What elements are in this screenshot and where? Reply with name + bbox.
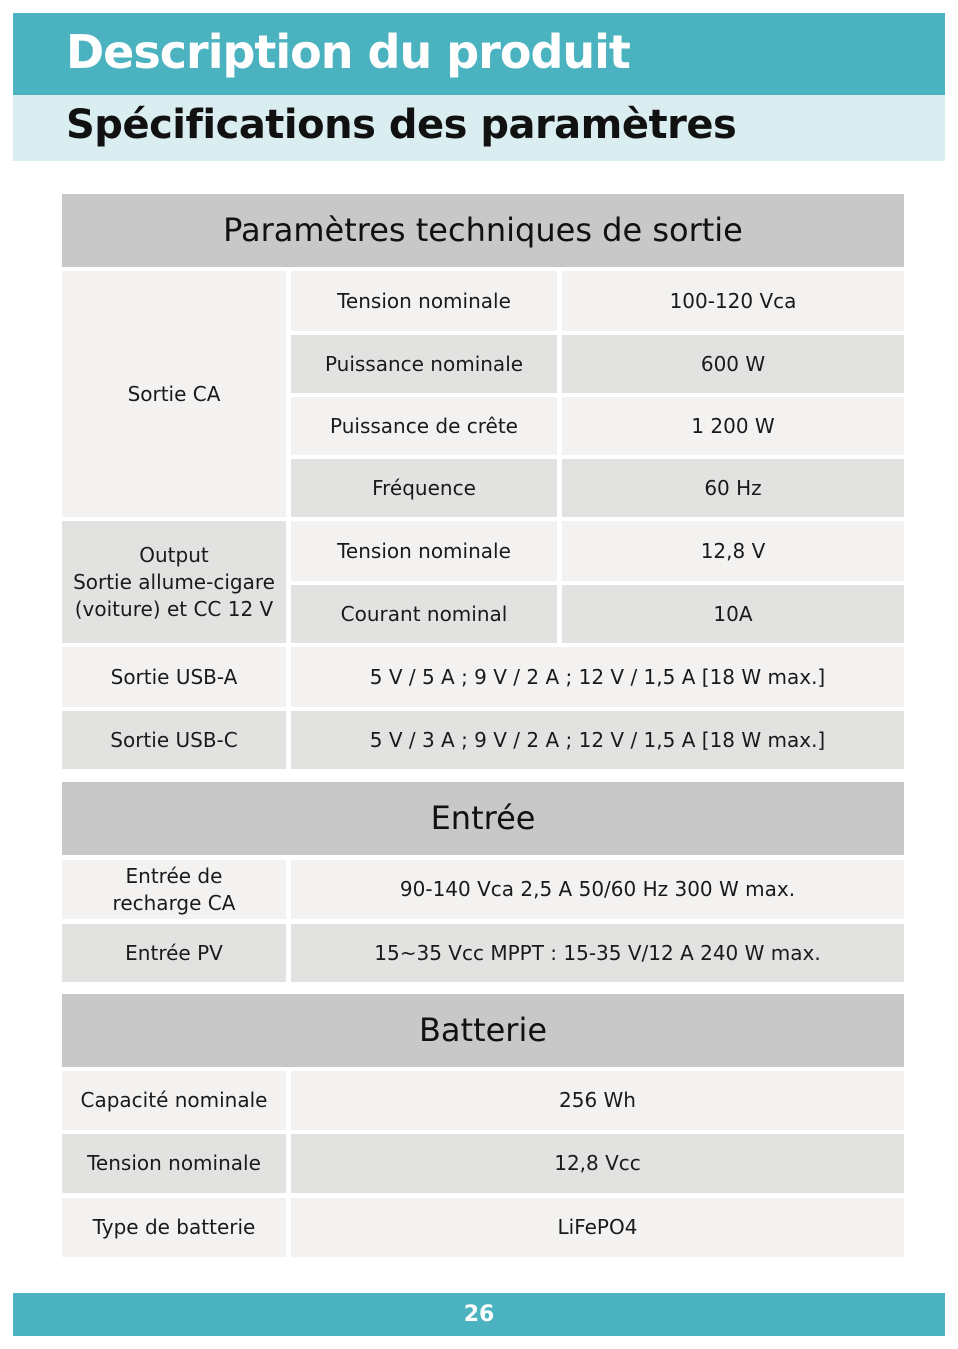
usb-c-label: Sortie USB-C bbox=[62, 711, 286, 769]
page-footer bbox=[13, 1293, 945, 1336]
usb-c-value: 5 V / 3 A ; 9 V / 2 A ; 12 V / 1,5 A [18 W max.] bbox=[291, 711, 904, 769]
ac-output-label: Sortie CA bbox=[62, 271, 286, 517]
section-title-input: Entrée bbox=[62, 782, 904, 855]
param-value: 60 Hz bbox=[562, 459, 904, 517]
input-label: Entrée de recharge CA bbox=[62, 860, 286, 919]
battery-value: 256 Wh bbox=[291, 1071, 904, 1130]
page-header bbox=[13, 13, 945, 95]
usb-a-value: 5 V / 5 A ; 9 V / 2 A ; 12 V / 1,5 A [18 W max.] bbox=[291, 647, 904, 707]
page-number: 26 bbox=[463, 1302, 495, 1327]
param-label: Courant nominal bbox=[291, 585, 557, 643]
battery-label: Capacité nominale bbox=[62, 1071, 286, 1130]
battery-value: 12,8 Vcc bbox=[291, 1134, 904, 1193]
page-subheader bbox=[13, 95, 945, 161]
usb-a-label: Sortie USB-A bbox=[62, 647, 286, 707]
param-value: 10A bbox=[562, 585, 904, 643]
car-output-label: Output Sortie allume-cigare (voiture) et CC 12 V bbox=[62, 521, 286, 643]
page-title: Description du produit bbox=[66, 25, 630, 79]
param-value: 12,8 V bbox=[562, 521, 904, 581]
param-label: Tension nominale bbox=[291, 521, 557, 581]
param-label: Tension nominale bbox=[291, 271, 557, 331]
battery-value: LiFePO4 bbox=[291, 1198, 904, 1257]
input-value: 90-140 Vca 2,5 A 50/60 Hz 300 W max. bbox=[291, 860, 904, 919]
page-subtitle: Spécifications des paramètres bbox=[66, 102, 737, 148]
param-label: Puissance de crête bbox=[291, 397, 557, 455]
battery-label: Type de batterie bbox=[62, 1198, 286, 1257]
input-value: 15~35 Vcc MPPT : 15-35 V/12 A 240 W max. bbox=[291, 924, 904, 982]
param-value: 1 200 W bbox=[562, 397, 904, 455]
param-value: 100-120 Vca bbox=[562, 271, 904, 331]
battery-label: Tension nominale bbox=[62, 1134, 286, 1193]
section-title-output: Paramètres techniques de sortie bbox=[62, 194, 904, 267]
param-label: Puissance nominale bbox=[291, 335, 557, 393]
param-label: Fréquence bbox=[291, 459, 557, 517]
section-title-battery: Batterie bbox=[62, 994, 904, 1067]
input-label: Entrée PV bbox=[62, 924, 286, 982]
param-value: 600 W bbox=[562, 335, 904, 393]
